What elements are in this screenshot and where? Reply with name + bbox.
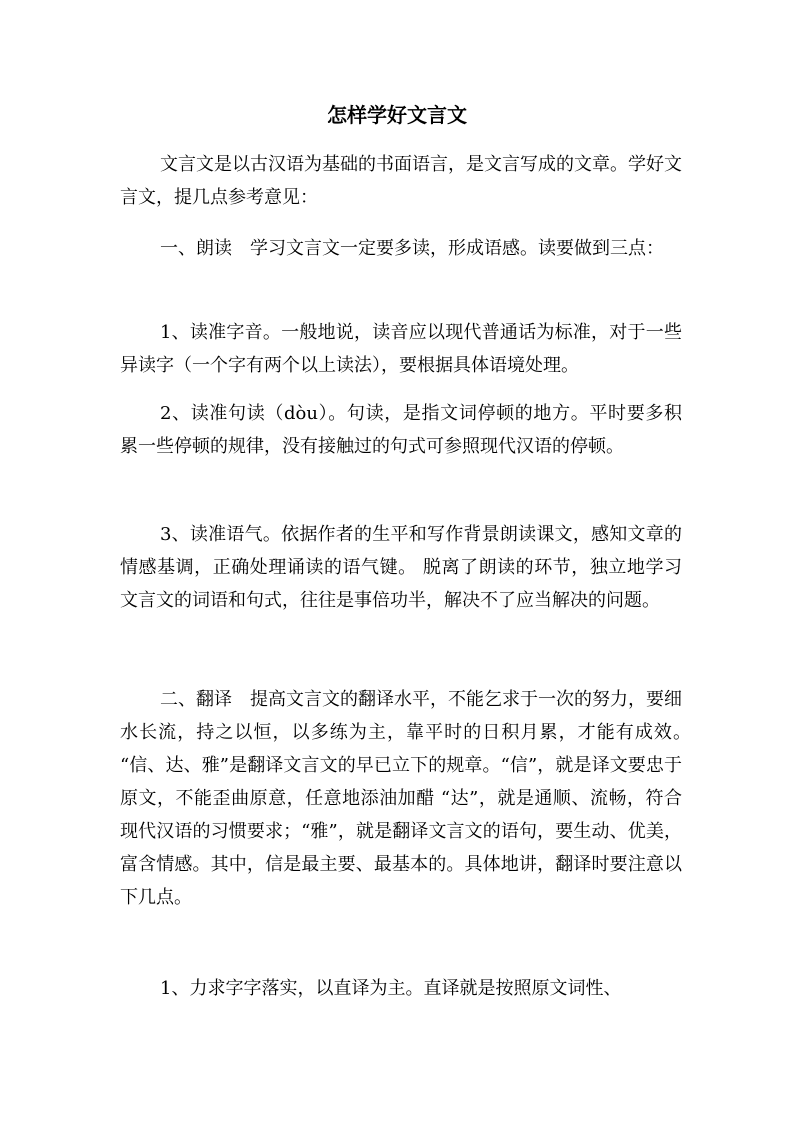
paragraph-translation-heading: 二、翻译 提高文言文的翻译水平，不能乞求于一次的努力，要细水长流，持之以恒，以多练为主，靠平时的日积月累，才能有成效。 “信、达、雅”是翻译文言文的早已立下的规章。“信”，就是译文要忠于原文，不能歪曲原意，任意地添油加醋 “达”，就是通顺、流畅，符合现代汉语的习惯要求；“雅”，就是翻译文言文的语句，要生动、优美，富含情感。其中，信是最主要、最基本的。具体地讲，翻译时要注意以下几点。 [120,689,706,908]
paragraph-reading-point-1: 1、读准字音。一般地说，读音应以现代普通话为标准，对于一些异读字（一个字有两个以上读法），要根据具体语境处理。 [120,322,682,376]
document-title: 怎样学好文言文 [327,103,467,127]
paragraph-translation-point-1: 1、力求字字落实，以直译为主。直译就是按照原文词性、 [160,978,622,999]
paragraph-reading-point-3: 3、读准语气。依据作者的生平和写作背景朗读课文，感知文章的情感基调，正确处理诵读的语气键。 脱离了朗读的环节，独立地学习文言文的词语和句式，往往是事倍功半，解决不了应当解决的问题。 [120,524,682,611]
paragraph-reading-point-2: 2、读准句读（dòu）。句读，是指文词停顿的地方。平时要多积累一些停顿的规律，没有接触过的句式可参照现代汉语的停顿。 [120,403,682,457]
paragraph-reading-heading: 一、朗读 学习文言文一定要多读，形成语感。读要做到三点： [160,238,664,259]
paragraph-intro: 文言文是以古汉语为基础的书面语言，是文言写成的文章。学好文言文，提几点参考意见： [120,154,682,208]
